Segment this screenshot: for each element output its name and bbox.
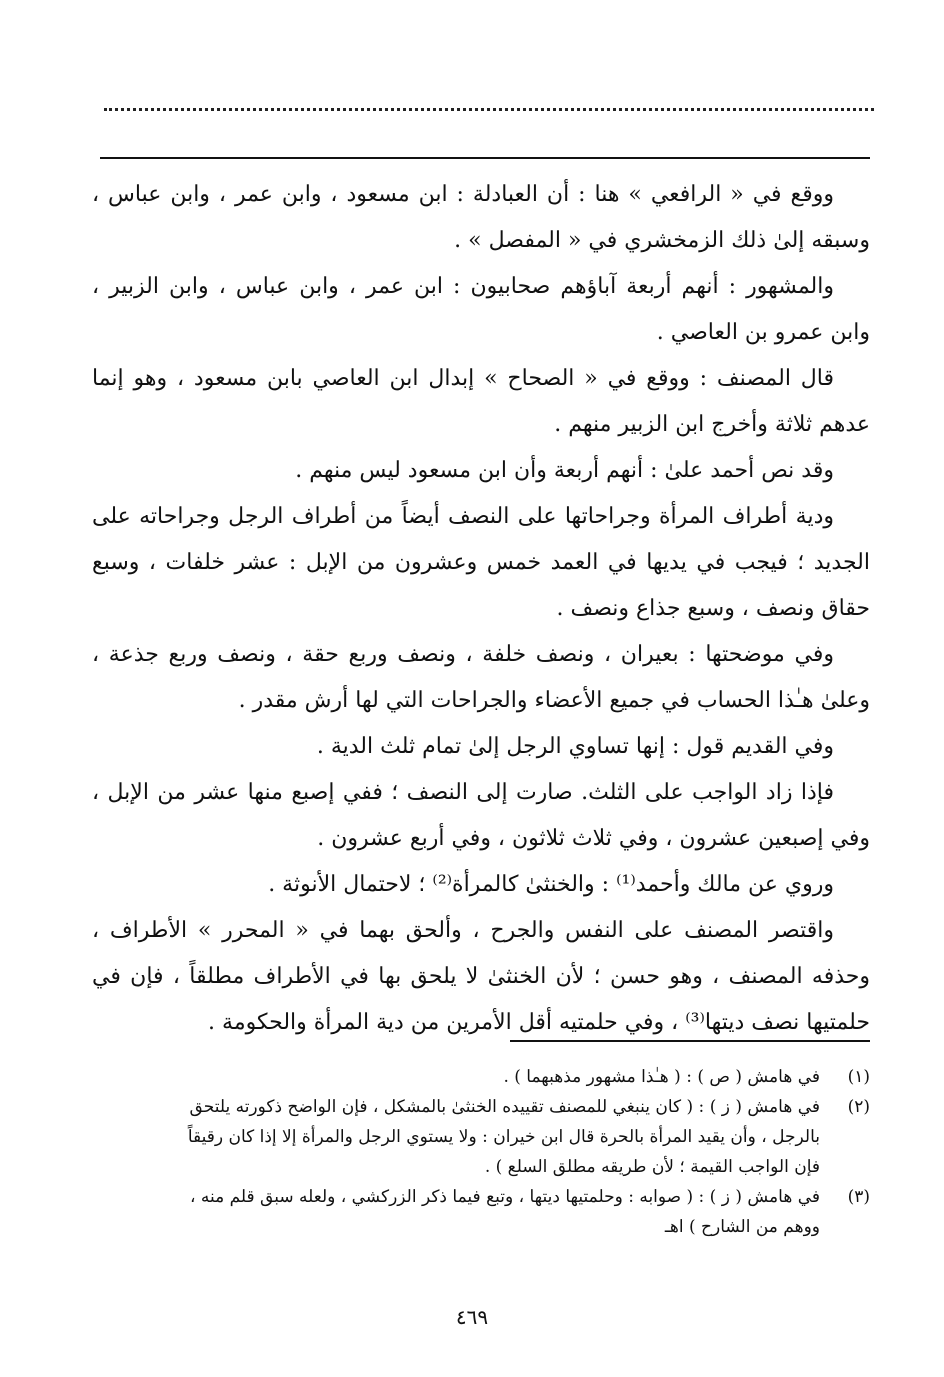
line: عدهم ثلاثة وأخرج ابن الزبير منهم . [554, 412, 870, 437]
line: وسبقه إلىٰ ذلك الزمخشري في « المفصل » . [454, 228, 870, 253]
paragraph-9 [92, 862, 870, 908]
header-rule [100, 157, 870, 159]
line: وروي عن مالك وأحمد⁽¹⁾ : والخنثىٰ كالمرأة⁽²⁾ ؛ لاحتمال الأنوثة . [268, 872, 834, 897]
line: الإبل ، وفي إصبعين عشرون ، وفي ثلاث ثلاثون ، وفي أربع عشرون . [92, 780, 870, 851]
footnotes [92, 1062, 870, 1242]
footnote-line: في هامش ( ز ) : ( كان ينبغي للمصنف تقييده الخنثىٰ بالمشكل ، فإن الواضح ذكورته يلتحق [189, 1097, 820, 1117]
line: ودية أطراف المرأة وجراحاتها على النصف أيضاً من أطراف الرجل وجراحاته على [92, 504, 834, 529]
line: فإذا زاد الواجب على الثلث. صارت إلى النصف ؛ ففي إصبع منها عشر من [157, 780, 834, 805]
line: قال المصنف : ووقع في « الصحاح » إبدال ابن العاصي بابن مسعود ، وهو إنما [92, 366, 834, 391]
line: الزبير ، وابن عمرو بن العاصي . [92, 274, 870, 345]
footnote-text [92, 1182, 820, 1242]
footnote-text [92, 1062, 820, 1092]
footnote-3 [92, 1182, 870, 1242]
paragraph-10 [92, 908, 870, 1046]
footnote-2 [92, 1092, 870, 1182]
page-number: ٤٦٩ [455, 1305, 489, 1329]
paragraph-4 [92, 448, 870, 494]
paragraph-2 [92, 264, 870, 356]
line: واقتصر المصنف على النفس والجرح ، وألحق بهما في « المحرر » الأطراف ، [92, 918, 834, 943]
paragraph-6 [92, 632, 870, 724]
footnote-rule [510, 1040, 870, 1042]
dotted-separator [104, 108, 874, 131]
footnote-line: في هامش ( ز ) : ( صوابه : وحلمتيها ديتها ، وتبع فيما ذكر الزركشي ، ولعله سبق قلم منه ، [189, 1187, 820, 1207]
footnote-number: (٢) [847, 1097, 870, 1117]
line: وفي موضحتها : بعيران ، ونصف خلفة ، ونصف وربع حقة ، ونصف وربع [168, 642, 834, 667]
paragraph-3 [92, 356, 870, 448]
footnote-1 [92, 1062, 870, 1092]
footnote-text [92, 1092, 820, 1182]
line: الجديد ؛ فيجب في يديها في العمد خمس وعشرون من الإبل : عشر خلفات ، وسبع [92, 550, 870, 575]
line: حلمتيها نصف ديتها⁽³⁾ ، وفي حلمتيه أقل الأمرين من دية المرأة والحكومة . [208, 1010, 870, 1035]
paragraph-8 [92, 770, 870, 862]
line: وحذفه المصنف ، وهو حسن ؛ لأن الخنثىٰ لا يلحق بها في الأطراف مطلقاً ، فإن في [92, 964, 870, 989]
paragraph-5 [92, 494, 870, 632]
line: وفي القديم قول : إنها تساوي الرجل إلىٰ تمام ثلث الدية . [316, 734, 834, 759]
paragraph-7 [92, 724, 870, 770]
line: حقاق ونصف ، وسبع جذاع ونصف . [556, 596, 870, 621]
line: جذعة ، وعلىٰ هـٰذا الحساب في جميع الأعضاء والجراحات التي لها أرش مقدر . [92, 642, 870, 713]
footnote-number: (٣) [847, 1187, 870, 1207]
footnote-line: بالرجل ، وأن يقيد المرأة بالحرة قال ابن خيران : ولا يستوي الرجل والمرأة إلا إذا كان رقيقاً [187, 1127, 820, 1147]
footnote-line: فإن الواجب القيمة ؛ لأن طريقه مطلق السلع ) . [484, 1157, 820, 1177]
line: والمشهور : أنهم أربعة آباؤهم صحابيون : ابن عمر ، وابن عباس ، وابن [169, 274, 834, 299]
paragraph-1 [92, 172, 870, 264]
footnote-line: في هامش ( ص ) : ( هـٰذا مشهور مذهبهما ) . [503, 1067, 820, 1087]
footnote-number: (١) [847, 1067, 870, 1087]
line: ووقع في « الرافعي » هنا : أن العبادلة : ابن مسعود ، وابن عمر ، وابن عباس ، [92, 182, 834, 207]
footnote-line: ووهم من الشارح ) اهـ [664, 1217, 820, 1237]
line: وقد نص أحمد علىٰ : أنهم أربعة وأن ابن مسعود ليس منهم . [295, 458, 834, 483]
main-text [92, 172, 870, 1046]
